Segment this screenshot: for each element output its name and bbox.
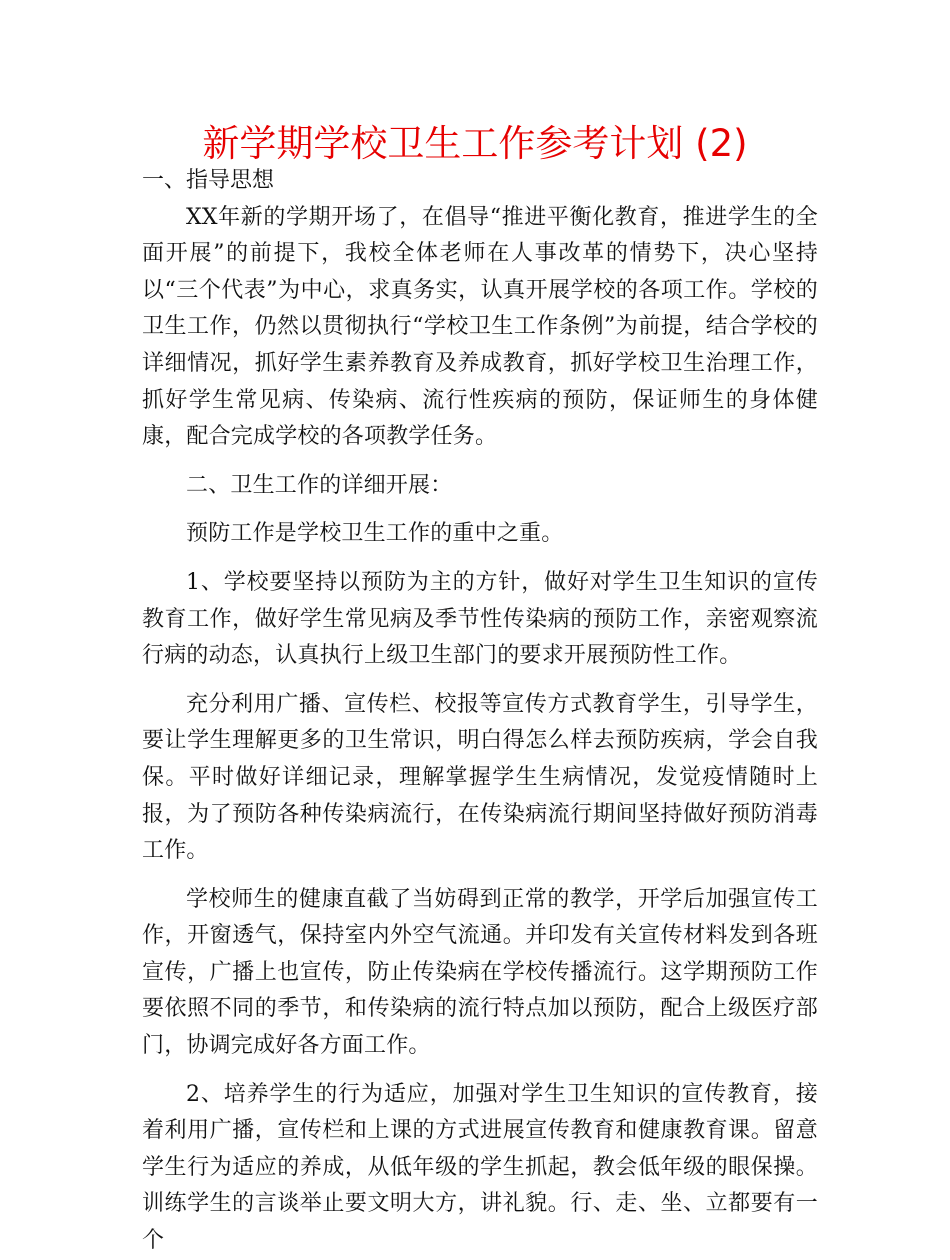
paragraph-intro: XX年新的学期开场了，在倡导“推进平衡化教育，推进学生的全面开展”的前提下，我校全体老师在人事改革的情势下，决心坚持以“三个代表”为中心，求真务实，认真开展学校的各项工作。学校的卫生工作，仍然以贯彻执行“学校卫生工作条例”为前提，结合学校的详细情况，抓好学生素养教育及养成教育，抓好学校卫生治理工作，抓好学生常见病、传染病、流行性疾病的预防，保证师生的身体健康，配合完成学校的各项教学任务。 [142, 204, 818, 450]
section-heading-work-details: 二、卫生工作的详细开展： [186, 472, 453, 498]
paragraph-health: 学校师生的健康直截了当妨碍到正常的教学，开学后加强宣传工作，开窗透气，保持室内外空气流通。并印发有关宣传材料发到各班宣传，广播上也宣传，防止传染病在学校传播流行。这学期预防工作要依照不同的季节，和传染病的流行特点加以预防，配合上级医疗部门，协调完成好各方面工作。 [142, 886, 818, 1059]
paragraph-publicity: 充分利用广播、宣传栏、校报等宣传方式教育学生，引导学生，要让学生理解更多的卫生常识，明白得怎么样去预防疾病，学会自我保。平时做好详细记录，理解掌握学生生病情况，发觉疫情随时上报，为了预防各种传染病流行，在传染病流行期间坚持做好预防消毒工作。 [142, 691, 818, 864]
section-heading-guiding-ideology: 一、指导思想 [142, 168, 275, 193]
document-title: 新学期学校卫生工作参考计划 (2) [202, 122, 748, 165]
paragraph-prevention-key: 预防工作是学校卫生工作的重中之重。 [186, 521, 564, 547]
document-body [142, 163, 818, 1260]
paragraph-item-2: 2、培养学生的行为适应，加强对学生卫生知识的宣传教育，接着利用广播，宣传栏和上课的方式进展宣传教育和健康教育课。留意学生行为适应的养成，从低年级的学生抓起，教会低年级的眼保操。训练学生的言谈举止要文明大方，讲礼貌。行、走、坐、立都要有一个 [142, 1081, 818, 1254]
paragraph-item-1: 1、学校要坚持以预防为主的方针，做好对学生卫生知识的宣传教育工作，做好学生常见病及季节性传染病的预防工作，亲密观察流行病的动态，认真执行上级卫生部门的要求开展预防性工作。 [142, 569, 818, 669]
